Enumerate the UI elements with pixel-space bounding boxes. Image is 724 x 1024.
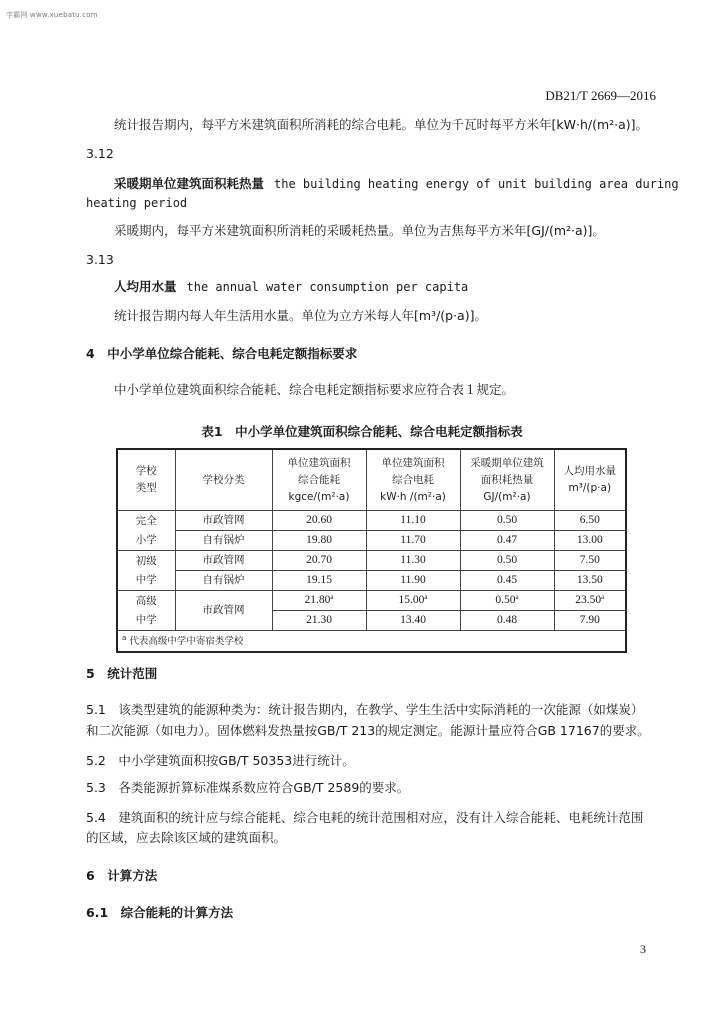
table-caption: 表1 中小学单位建筑面积综合能耗、综合电耗定额指标表 <box>201 424 523 439</box>
cell-water: 6.50 <box>554 511 626 531</box>
cell-electricity: 15.00$^a$ <box>366 591 460 611</box>
cell-heating: 0.45 <box>460 571 554 591</box>
header-energy: 单位建筑面积 综合能耗 kgce/(m²·a) <box>272 449 366 511</box>
term-3-13 <box>114 277 468 297</box>
cell-energy: 20.60 <box>272 511 366 531</box>
header-school-type: 学校 类型 <box>117 449 175 511</box>
site-watermark: 学霸网 www.xuebatu.com <box>6 11 98 19</box>
clause-5-2: 5.2 中小学建筑面积按GB/T 50353进行统计。 <box>86 753 355 768</box>
group-junior: 初级 中学 <box>117 551 175 591</box>
cell-water: 13.00 <box>554 531 626 551</box>
cell-water: 7.50 <box>554 551 626 571</box>
cell-energy: 21.80$^a$ <box>272 591 366 611</box>
table-row <box>117 531 626 551</box>
clause-5-1-line-2: 和二次能源（如电力）。固体燃料发热量按GB/T 213的规定测定。能源计量应符合GB 17167的要求。 <box>86 723 650 738</box>
clause-number-3-12: 3.12 <box>86 146 114 161</box>
header-water: 人均用水量 m³/(p·a) <box>554 449 626 511</box>
term-3-13-zh: 人均用水量 <box>114 279 177 294</box>
cell-category: 市政管网 <box>175 591 272 631</box>
cell-electricity: 13.40 <box>366 611 460 631</box>
cell-heating: 0.47 <box>460 531 554 551</box>
clause-5-4-line-2: 的区域，应去除该区域的建筑面积。 <box>86 830 287 845</box>
header-heating: 采暖期单位建筑 面积耗热量 GJ/(m²·a) <box>460 449 554 511</box>
group-primary: 完全 小学 <box>117 511 175 551</box>
cell-energy: 21.30 <box>272 611 366 631</box>
clause-5-3: 5.3 各类能源折算标准煤系数应符合GB/T 2589的要求。 <box>86 780 410 795</box>
cell-electricity: 11.90 <box>366 571 460 591</box>
section-6-1-title: 6.1 综合能耗的计算方法 <box>86 905 234 920</box>
section-4-body: 中小学单位建筑面积综合能耗、综合电耗定额指标要求应符合表１规定。 <box>114 382 515 397</box>
document-number: DB21/T 2669—2016 <box>545 88 656 103</box>
cell-energy: 19.15 <box>272 571 366 591</box>
quota-table <box>116 448 627 653</box>
term-3-12-zh: 采暖期单位建筑面积耗热量 <box>114 176 265 191</box>
cell-water: 23.50$^a$ <box>554 591 626 611</box>
table-note: $^a$ 代表高级中学中寄宿类学校 <box>117 631 626 653</box>
table-row <box>117 511 626 531</box>
cell-category: 自有锅炉 <box>175 531 272 551</box>
term-3-12 <box>114 174 679 194</box>
term-3-12-en: the building heating energy of unit building area during <box>274 177 679 191</box>
definition-3-13: 统计报告期内每人年生活用水量。单位为立方米每人年[m³/(p·a)]。 <box>114 308 487 323</box>
table-row <box>117 571 626 591</box>
clause-number-3-13: 3.13 <box>86 252 114 267</box>
cell-heating: 0.50 <box>460 511 554 531</box>
cell-electricity: 11.10 <box>366 511 460 531</box>
clause-5-1-line-1: 5.1 该类型建筑的能源种类为：统计报告期内，在教学、学生生活中实际消耗的一次能源（如煤炭） <box>86 702 644 717</box>
term-3-12-en-cont: heating period <box>86 196 188 210</box>
table-header-row <box>117 449 626 511</box>
clause-5-4-line-1: 5.4 建筑面积的统计应与综合能耗、综合电耗的统计范围相对应，没有计入综合能耗、电耗统计范围 <box>86 810 644 825</box>
definition-3-11: 统计报告期内，每平方米建筑面积所消耗的综合电耗。单位为千瓦时每平方米年[kW·h/(m²·a)]。 <box>114 117 649 132</box>
section-4-title: 4 中小学单位综合能耗、综合电耗定额指标要求 <box>86 346 358 361</box>
cell-water: 13.50 <box>554 571 626 591</box>
cell-heating: 0.48 <box>460 611 554 631</box>
cell-water: 7.90 <box>554 611 626 631</box>
term-3-13-en: the annual water consumption per capita <box>186 280 469 294</box>
group-senior: 高级 中学 <box>117 591 175 631</box>
cell-category: 市政管网 <box>175 511 272 531</box>
section-5-title: 5 统计范围 <box>86 666 158 681</box>
table-row <box>117 591 626 611</box>
section-6-title: 6 计算方法 <box>86 868 158 883</box>
header-electricity: 单位建筑面积 综合电耗 kW·h /(m²·a) <box>366 449 460 511</box>
cell-heating: 0.50$^a$ <box>460 591 554 611</box>
cell-energy: 20.70 <box>272 551 366 571</box>
table-note-row <box>117 631 626 653</box>
cell-heating: 0.50 <box>460 551 554 571</box>
cell-category: 自有锅炉 <box>175 571 272 591</box>
definition-3-12: 采暖期内，每平方米建筑面积所消耗的采暖耗热量。单位为吉焦每平方米年[GJ/(m²·a)]。 <box>114 223 605 238</box>
header-category: 学校分类 <box>175 449 272 511</box>
page-number: 3 <box>640 942 646 956</box>
cell-electricity: 11.30 <box>366 551 460 571</box>
table-row <box>117 551 626 571</box>
cell-category: 市政管网 <box>175 551 272 571</box>
cell-energy: 19.80 <box>272 531 366 551</box>
cell-electricity: 11.70 <box>366 531 460 551</box>
